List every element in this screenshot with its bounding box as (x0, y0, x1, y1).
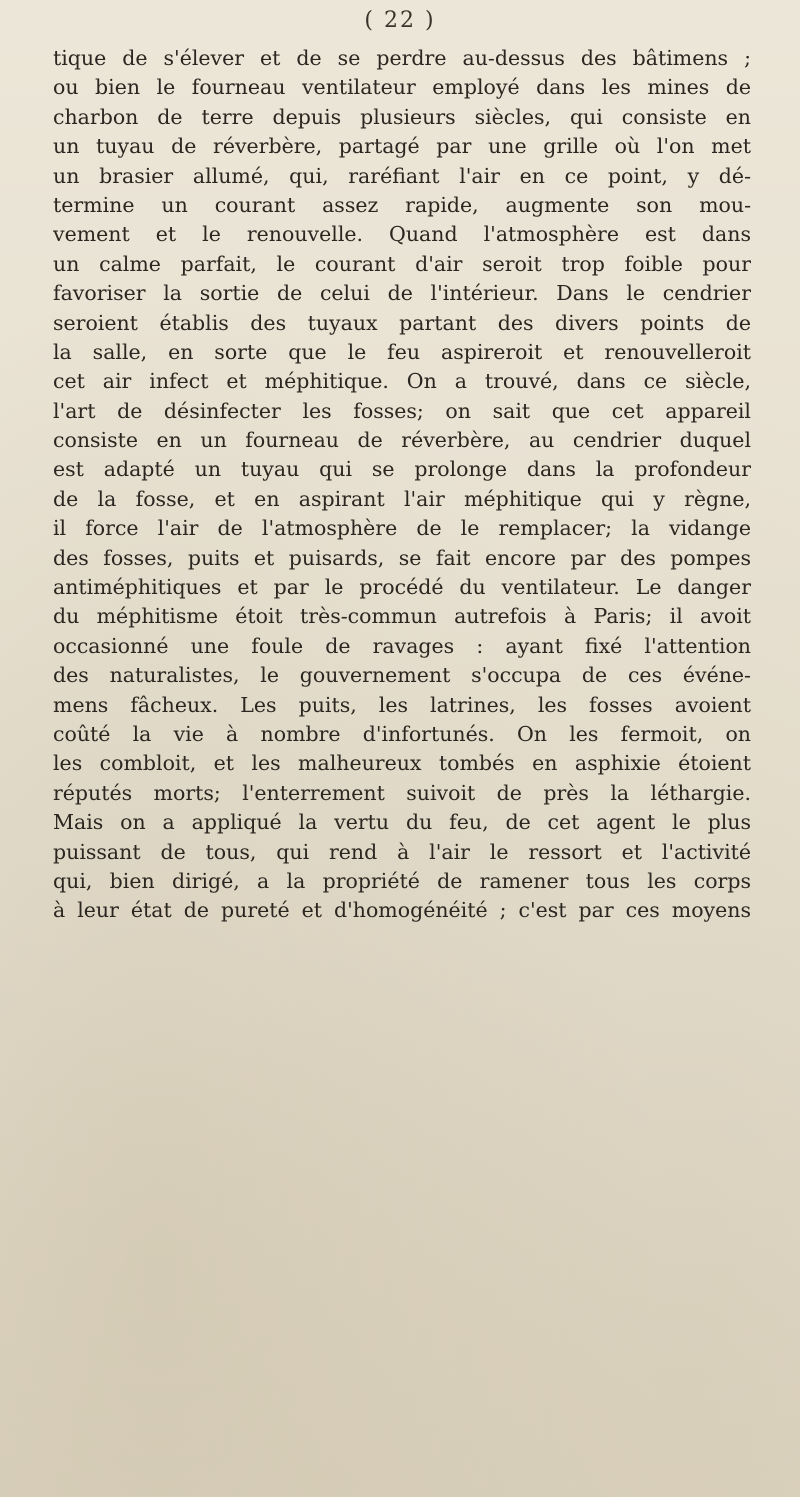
page-number: ( 22 ) (364, 8, 436, 33)
text-line: est adapté un tuyau qui se prolonge dans la profondeur (53, 457, 751, 482)
text-line: de la fosse, et en aspirant l'air méphitique qui y règne, (53, 486, 751, 511)
text-line: il force l'air de l'atmosphère de le remplacer; la vidange (53, 516, 751, 541)
text-line: coûté la vie à nombre d'infortunés. On les fermoit, on (53, 721, 751, 746)
text-line: termine un courant assez rapide, augmente son mou- (53, 192, 751, 217)
text-line: du méphitisme étoit très-commun autrefois à Paris; il avoit (53, 604, 751, 629)
text-line: ou bien le fourneau ventilateur employé dans les mines de (53, 75, 751, 100)
text-line: la salle, en sorte que le feu aspireroit et renouvelleroit (53, 339, 751, 364)
text-line: un calme parfait, le courant d'air seroit trop foible pour (53, 251, 751, 276)
text-line: vement et le renouvelle. Quand l'atmosphère est dans (53, 222, 751, 247)
text-line: cet air infect et méphitique. On a trouvé, dans ce siècle, (53, 369, 751, 394)
text-line: occasionné une foule de ravages : ayant fixé l'attention (53, 633, 751, 658)
text-line: un tuyau de réverbère, partagé par une grille où l'on met (53, 134, 751, 159)
text-line: à leur état de pureté et d'homogénéité ; c'est par ces moyens (53, 898, 751, 923)
text-line: un brasier allumé, qui, raréfiant l'air en ce point, y dé- (53, 163, 751, 188)
text-line: puissant de tous, qui rend à l'air le ressort et l'activité (53, 839, 751, 864)
text-line: tique de s'élever et de se perdre au-dessus des bâtimens ; (53, 46, 751, 70)
text-line: consiste en un fourneau de réverbère, au cendrier duquel (53, 428, 751, 453)
text-line: les combloit, et les malheureux tombés en asphixie étoient (53, 751, 751, 776)
text-line: réputés morts; l'enterrement suivoit de près la léthargie. (53, 780, 751, 805)
body-text (53, 44, 751, 926)
text-line: antiméphitiques et par le procédé du ventilateur. Le danger (53, 575, 751, 600)
text-line: seroient établis des tuyaux partant des divers points de (53, 310, 751, 335)
text-line: qui, bien dirigé, a la propriété de ramener tous les corps (53, 868, 751, 893)
text-line: Mais on a appliqué la vertu du feu, de cet agent le plus (53, 810, 751, 835)
text-line: mens fâcheux. Les puits, les latrines, les fosses avoient (53, 692, 751, 717)
text-line: charbon de terre depuis plusieurs siècles, qui consiste en (53, 104, 751, 129)
text-line: favoriser la sortie de celui de l'intérieur. Dans le cendrier (53, 281, 751, 306)
text-line: des naturalistes, le gouvernement s'occupa de ces événe- (53, 663, 751, 688)
text-line: l'art de désinfecter les fosses; on sait que cet appareil (53, 398, 751, 423)
text-line: des fosses, puits et puisards, se fait encore par des pompes (53, 545, 751, 570)
